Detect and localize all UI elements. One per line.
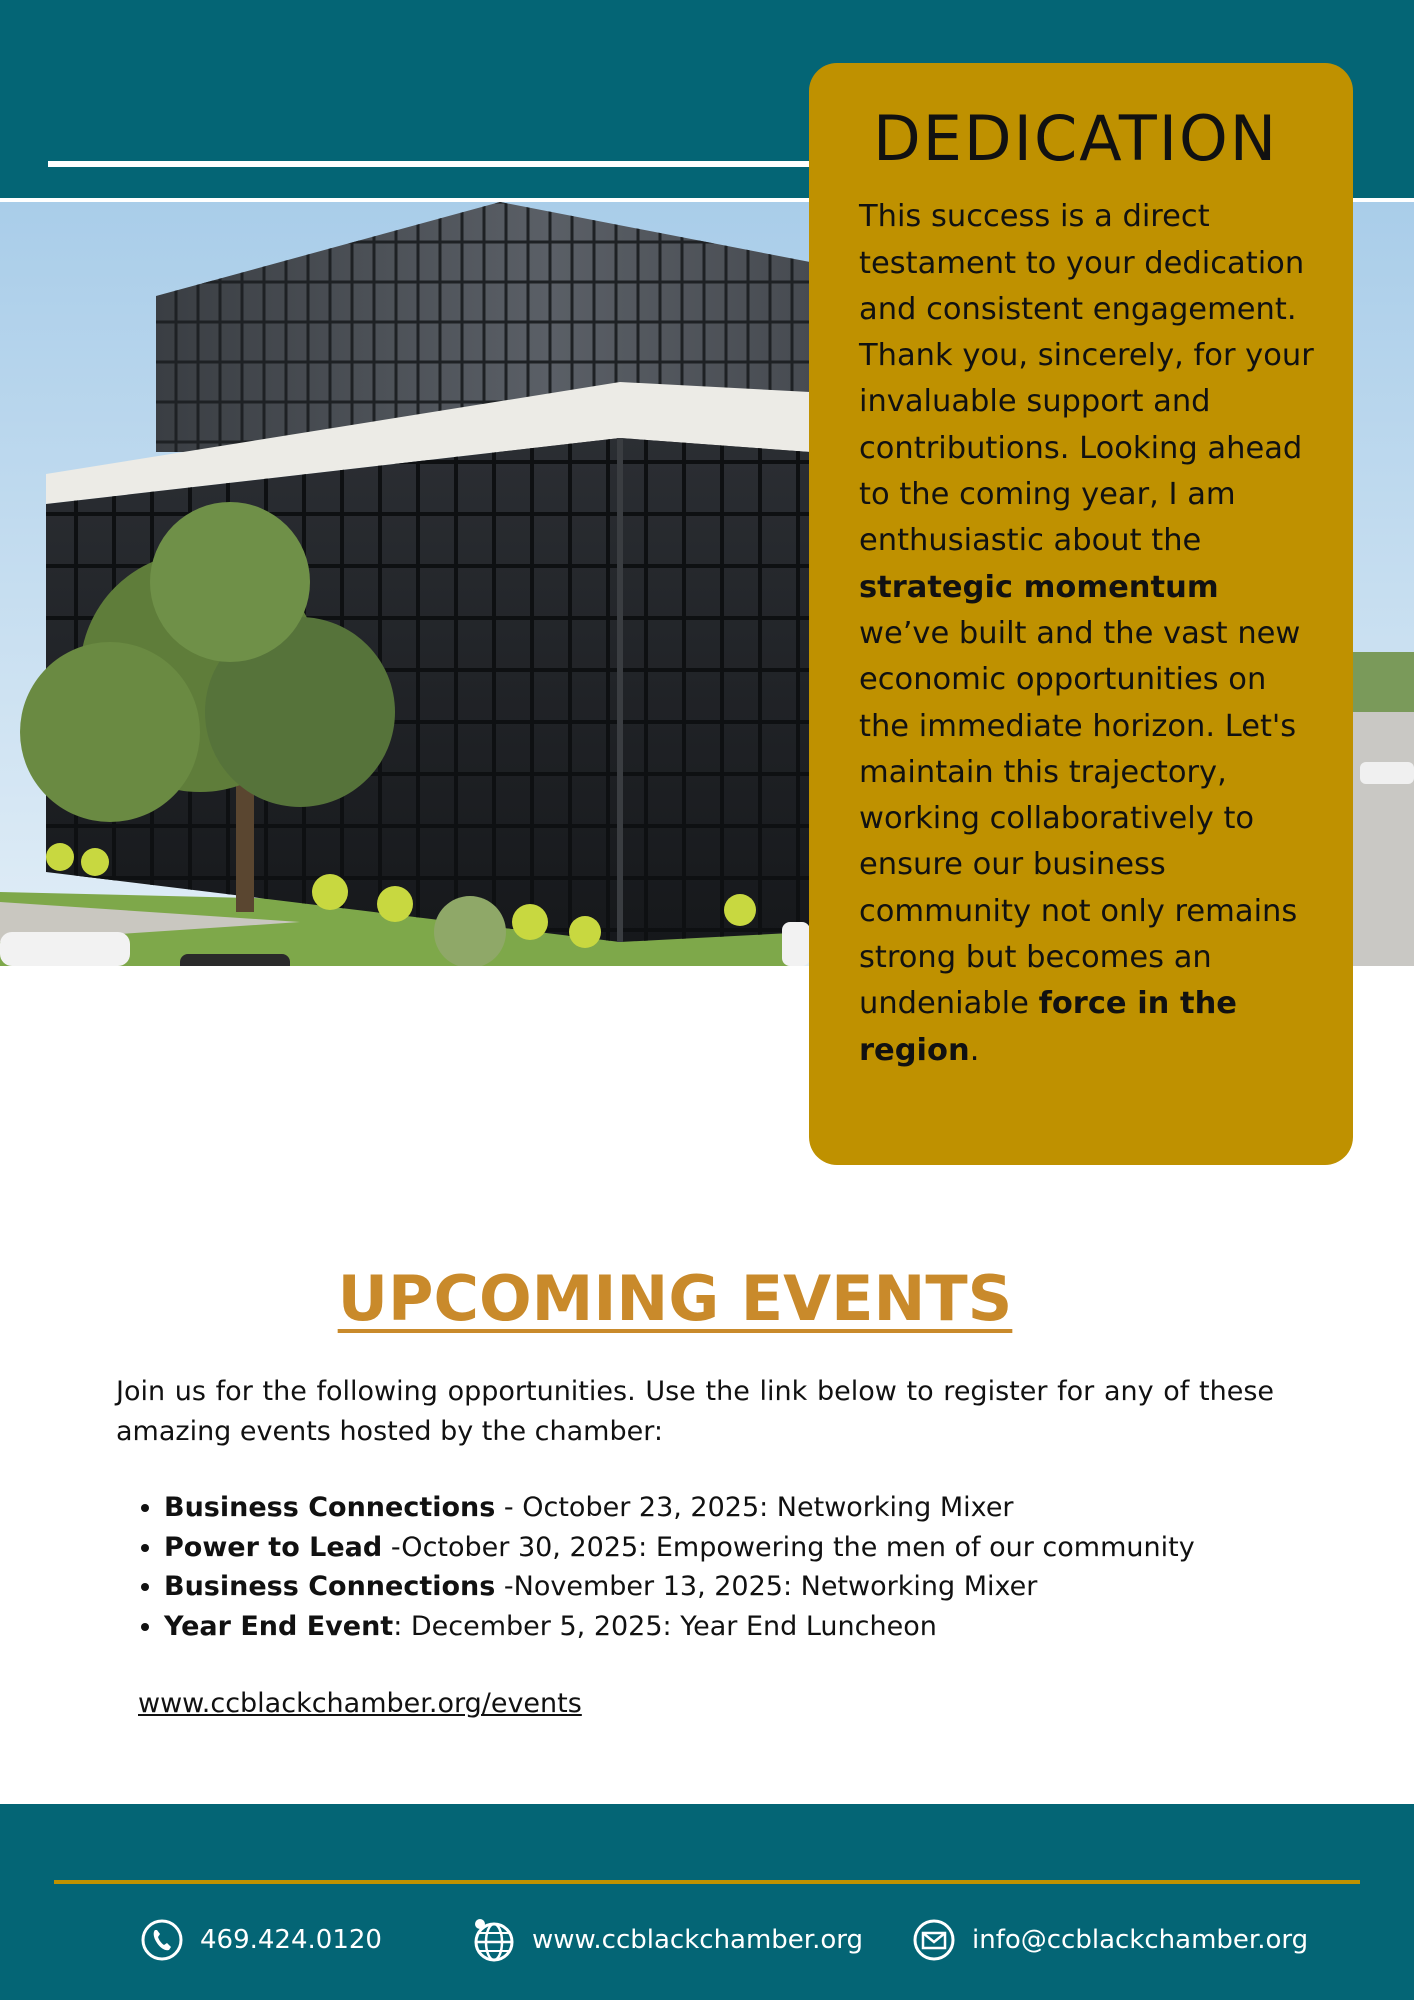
events-register-link[interactable]: www.ccblackchamber.org/events <box>138 1688 582 1719</box>
event-detail: -October 30, 2025: Empowering the men of our community <box>382 1531 1195 1563</box>
envelope-icon <box>912 1918 956 1962</box>
event-item <box>164 1488 1195 1528</box>
footer-rule <box>54 1880 1360 1884</box>
event-detail: -November 13, 2025: Networking Mixer <box>495 1571 1038 1602</box>
dedication-text-1: This success is a direct testament to your dedication and consistent engagement. Thank you, sincerely, for your invaluable support and contributions. Looking ahead to the coming year, I am enthusiastic about the <box>859 199 1314 559</box>
upcoming-events-title: UPCOMING EVENTS <box>337 1262 1013 1335</box>
dedication-emphasis-force: force in the region <box>859 986 1237 1068</box>
footer <box>0 1804 1414 2000</box>
event-list <box>116 1488 1195 1646</box>
dedication-body <box>859 194 1317 1074</box>
email-address: info@ccblackchamber.org <box>972 1925 1309 1955</box>
dedication-text-2: we’ve built and the vast new economic opportunities on the immediate horizon. Let's maintain this trajectory, working collaboratively to ensure our business community not only remains strong but becomes an undeniable <box>859 615 1301 1022</box>
event-item <box>164 1607 1195 1647</box>
contact-website[interactable] <box>472 1918 863 1962</box>
website-url: www.ccblackchamber.org <box>532 1925 864 1955</box>
event-name: Business Connections <box>164 1492 496 1523</box>
phone-icon <box>140 1918 184 1962</box>
events-intro: Join us for the following opportunities. Use the link below to register for any of these amazing events hosted by the chamber: <box>116 1376 1274 1447</box>
contact-email[interactable] <box>912 1918 1308 1962</box>
event-item <box>164 1567 1195 1607</box>
phone-number: 469.424.0120 <box>200 1925 382 1955</box>
contact-phone[interactable] <box>140 1918 382 1962</box>
event-name: Year End Event <box>164 1610 394 1642</box>
dedication-title: DEDICATION <box>873 102 1279 175</box>
globe-icon <box>472 1918 516 1962</box>
dedication-text-3: . <box>969 1032 980 1068</box>
event-detail: - October 23, 2025: Networking Mixer <box>495 1492 1014 1523</box>
event-name: Power to Lead <box>164 1531 383 1563</box>
event-item <box>164 1528 1195 1568</box>
event-name: Business Connections <box>164 1571 496 1602</box>
event-detail: : December 5, 2025: Year End Luncheon <box>393 1610 937 1642</box>
dedication-card <box>809 63 1353 1165</box>
dedication-emphasis-momentum: strategic momentum <box>859 569 1219 605</box>
header-rule <box>48 161 848 167</box>
